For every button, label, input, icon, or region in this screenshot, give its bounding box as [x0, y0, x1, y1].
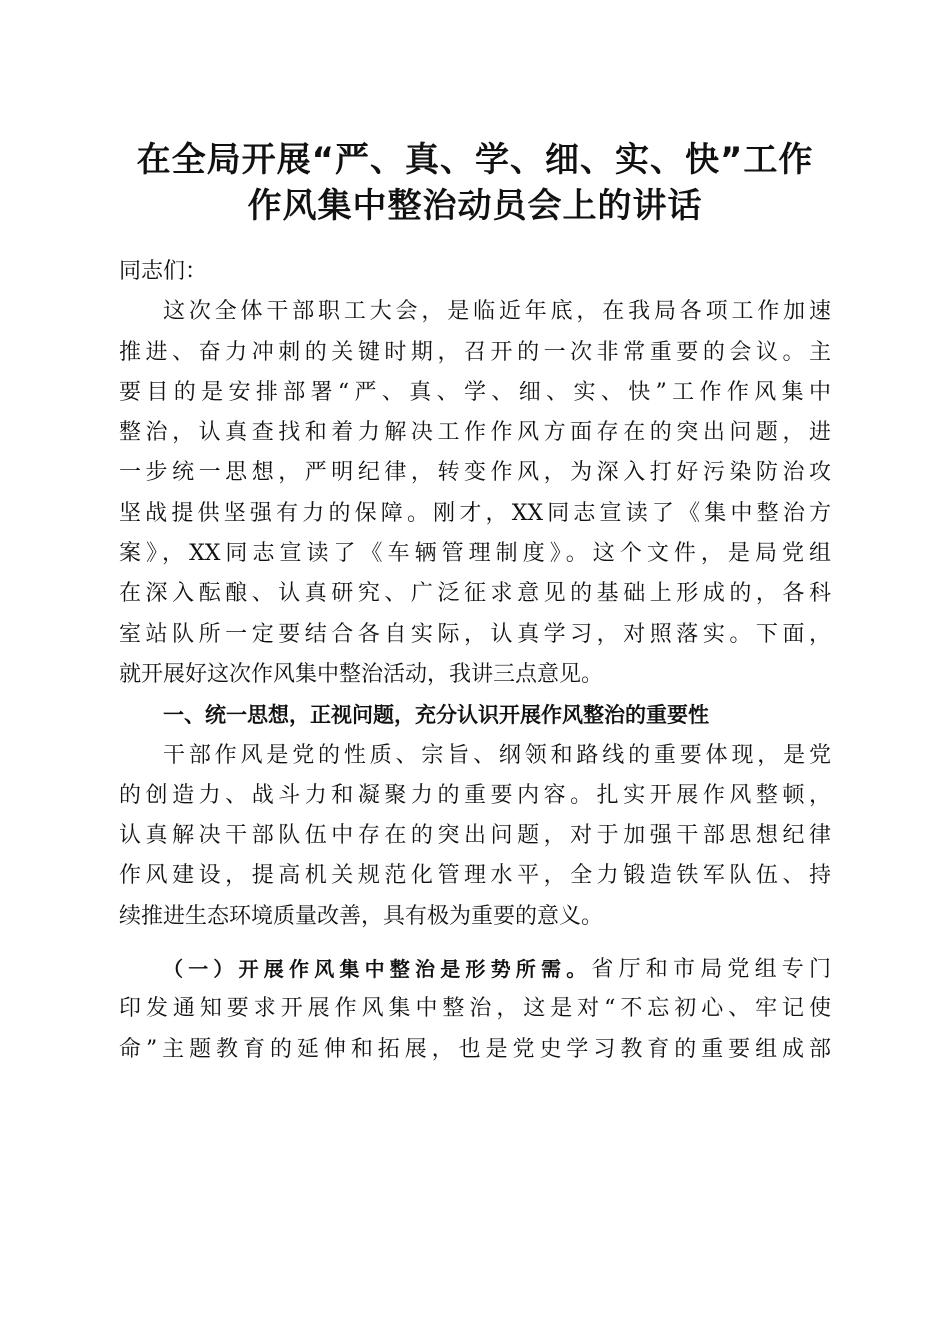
subsection-heading-1: （一）开展作风集中整治是形势所需。	[163, 957, 592, 982]
paragraph-line	[119, 949, 831, 989]
paragraph-line: 在深入酝酿、认真研究、广泛征求意见的基础上形成的，各科	[119, 581, 831, 607]
paragraph-spacer	[119, 937, 831, 949]
paragraph-line: 续推进生态环境质量改善，具有极为重要的意义。	[119, 903, 604, 929]
document-title-line-2: 作风集中整治动员会上的讲话	[247, 186, 703, 226]
salutation: 同志们：	[119, 259, 208, 284]
paragraph-line: 一步统一思想，严明纪律，转变作风，为深入打好污染防治攻	[119, 460, 831, 486]
paragraph-line: 要目的是安排部署“严、真、学、细、实、快”工作作风集中	[119, 379, 831, 405]
paragraph-line: 就开展好这次作风集中整治活动，我讲三点意见。	[119, 661, 604, 687]
paragraph-line: 命”主题教育的延伸和拓展，也是党史学习教育的重要组成部	[119, 1036, 831, 1062]
paragraph-line: 的创造力、战斗力和凝聚力的重要内容。扎实开展作风整顿，	[119, 782, 831, 808]
paragraph-line: 坚战提供坚强有力的保障。刚才，XX同志宣读了《集中整治方	[119, 500, 831, 526]
paragraph-line: 印发通知要求开展作风集中整治，这是对“不忘初心、牢记使	[119, 996, 831, 1022]
document-title-line-1: 在全局开展“严、真、学、细、实、快”工作	[136, 140, 814, 180]
paragraph-line: 这次全体干部职工大会，是临近年底，在我局各项工作加速	[163, 299, 831, 325]
paragraph-line: 整治，认真查找和着力解决工作作风方面存在的突出问题，进	[119, 420, 831, 446]
document-body	[119, 252, 831, 1070]
section-heading-1: 一、统一思想，正视问题，充分认识开展作风整治的重要性	[163, 703, 709, 728]
paragraph-line: 认真解决干部队伍中存在的突出问题，对于加强干部思想纪律	[119, 823, 831, 849]
paragraph-line: 室站队所一定要结合各自实际，认真学习，对照落实。下面，	[119, 621, 831, 647]
paragraph-line: 推进、奋力冲刺的关键时期，召开的一次非常重要的会议。主	[119, 339, 831, 365]
paragraph-line: 干部作风是党的性质、宗旨、纲领和路线的重要体现，是党	[163, 742, 831, 768]
paragraph-text: 省厅和市局党组专门	[591, 957, 831, 983]
paragraph-line: 作风建设，提高机关规范化管理水平，全力锻造铁军队伍、持	[119, 863, 831, 889]
paragraph-line: 案》，XX同志宣读了《车辆管理制度》。这个文件，是局党组	[119, 541, 831, 567]
